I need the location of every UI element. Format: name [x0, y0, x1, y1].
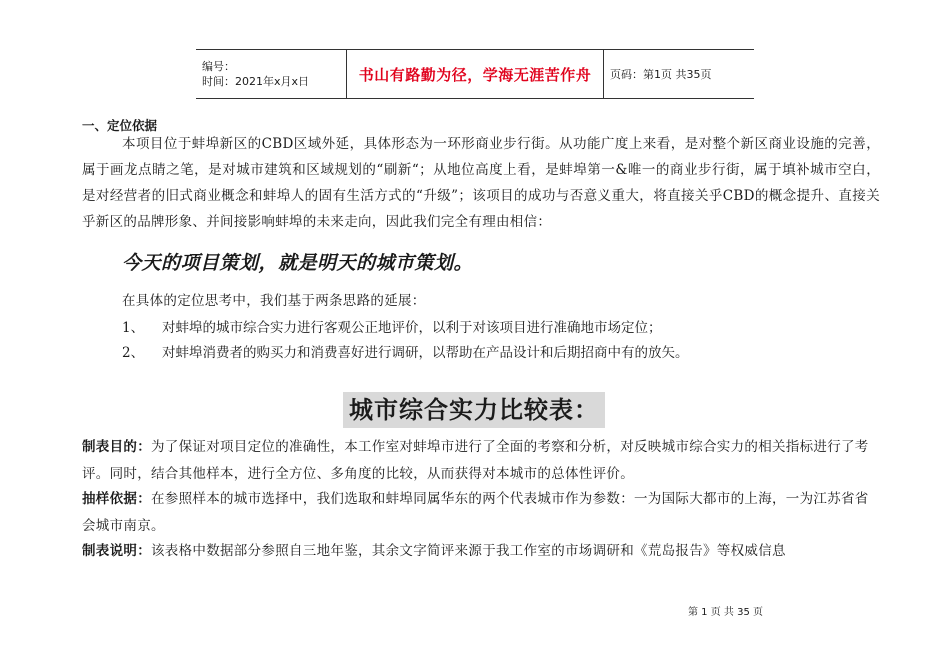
list-text: 对蚌埠的城市综合实力进行客观公正地评价，以利于对该项目进行准确地市场定位；	[162, 320, 662, 336]
sample-block	[82, 486, 882, 540]
thinking-intro: 在具体的定位思考中，我们基于两条思路的延展：	[122, 293, 426, 309]
header-meta	[196, 50, 346, 98]
page-header	[196, 49, 754, 99]
date-label: 时间：2021年x月x日	[202, 75, 310, 88]
list-number: 2、	[122, 345, 145, 361]
motto: 书山有路勤为径，学海无涯苦作舟	[358, 65, 592, 84]
page-label: 页码：第1页 共35页	[610, 68, 712, 81]
note-block	[82, 538, 882, 565]
list-text: 对蚌埠消费者的购买力和消费喜好进行调研，以帮助在产品设计和后期招商中有的放矢。	[162, 345, 689, 361]
list-number: 1、	[122, 320, 145, 336]
purpose-text: 为了保证对项目定位的准确性，本工作室对蚌埠市进行了全面的考察和分析，对反映城市综合实力的相关指标进行了考评。同时，结合其他样本，进行全方位、多角度的比较，从而获得对本城市的总体性评价。	[82, 439, 869, 482]
list-item	[122, 341, 689, 361]
header-page-cell	[604, 50, 754, 98]
header-motto-cell	[346, 50, 604, 98]
section-heading: 一、定位依据	[82, 118, 158, 133]
comparison-table-title: 城市综合实力比较表：	[343, 392, 605, 428]
number-label: 编号：	[202, 60, 235, 73]
sample-label: 抽样依据：	[82, 491, 151, 507]
purpose-label: 制表目的：	[82, 439, 151, 455]
note-label: 制表说明：	[82, 543, 151, 559]
note-text: 该表格中数据部分参照自三地年鉴，其余文字简评来源于我工作室的市场调研和《荒岛报告》等权威信息	[151, 543, 786, 559]
slogan: 今天的项目策划，就是明天的城市策划。	[122, 252, 474, 274]
page-footer: 第 1 页 共 35 页	[688, 607, 763, 618]
intro-paragraph: 本项目位于蚌埠新区的CBD区域外延，具体形态为一环形商业步行街。从功能广度上来看，是对整个新区商业设施的完善，属于画龙点睛之笔，是对城市建筑和区域规划的“刷新“；从地位高度上看，是蚌埠第一&唯一的商业步行街，属于填补城市空白，是对经营者的旧式商业概念和蚌埠人的固有生活方式的“升级”；该项目的成功与否意义重大，将直接关乎CBD的概念提升、直接关乎新区的品牌形象、并间接影响蚌埠的未来走向，因此我们完全有理由相信：	[82, 136, 880, 230]
sample-text: 在参照样本的城市选择中，我们选取和蚌埠同属华东的两个代表城市作为参数：一为国际大都市的上海，一为江苏省省会城市南京。	[82, 491, 869, 534]
purpose-block	[82, 434, 882, 488]
list-item	[122, 316, 662, 336]
